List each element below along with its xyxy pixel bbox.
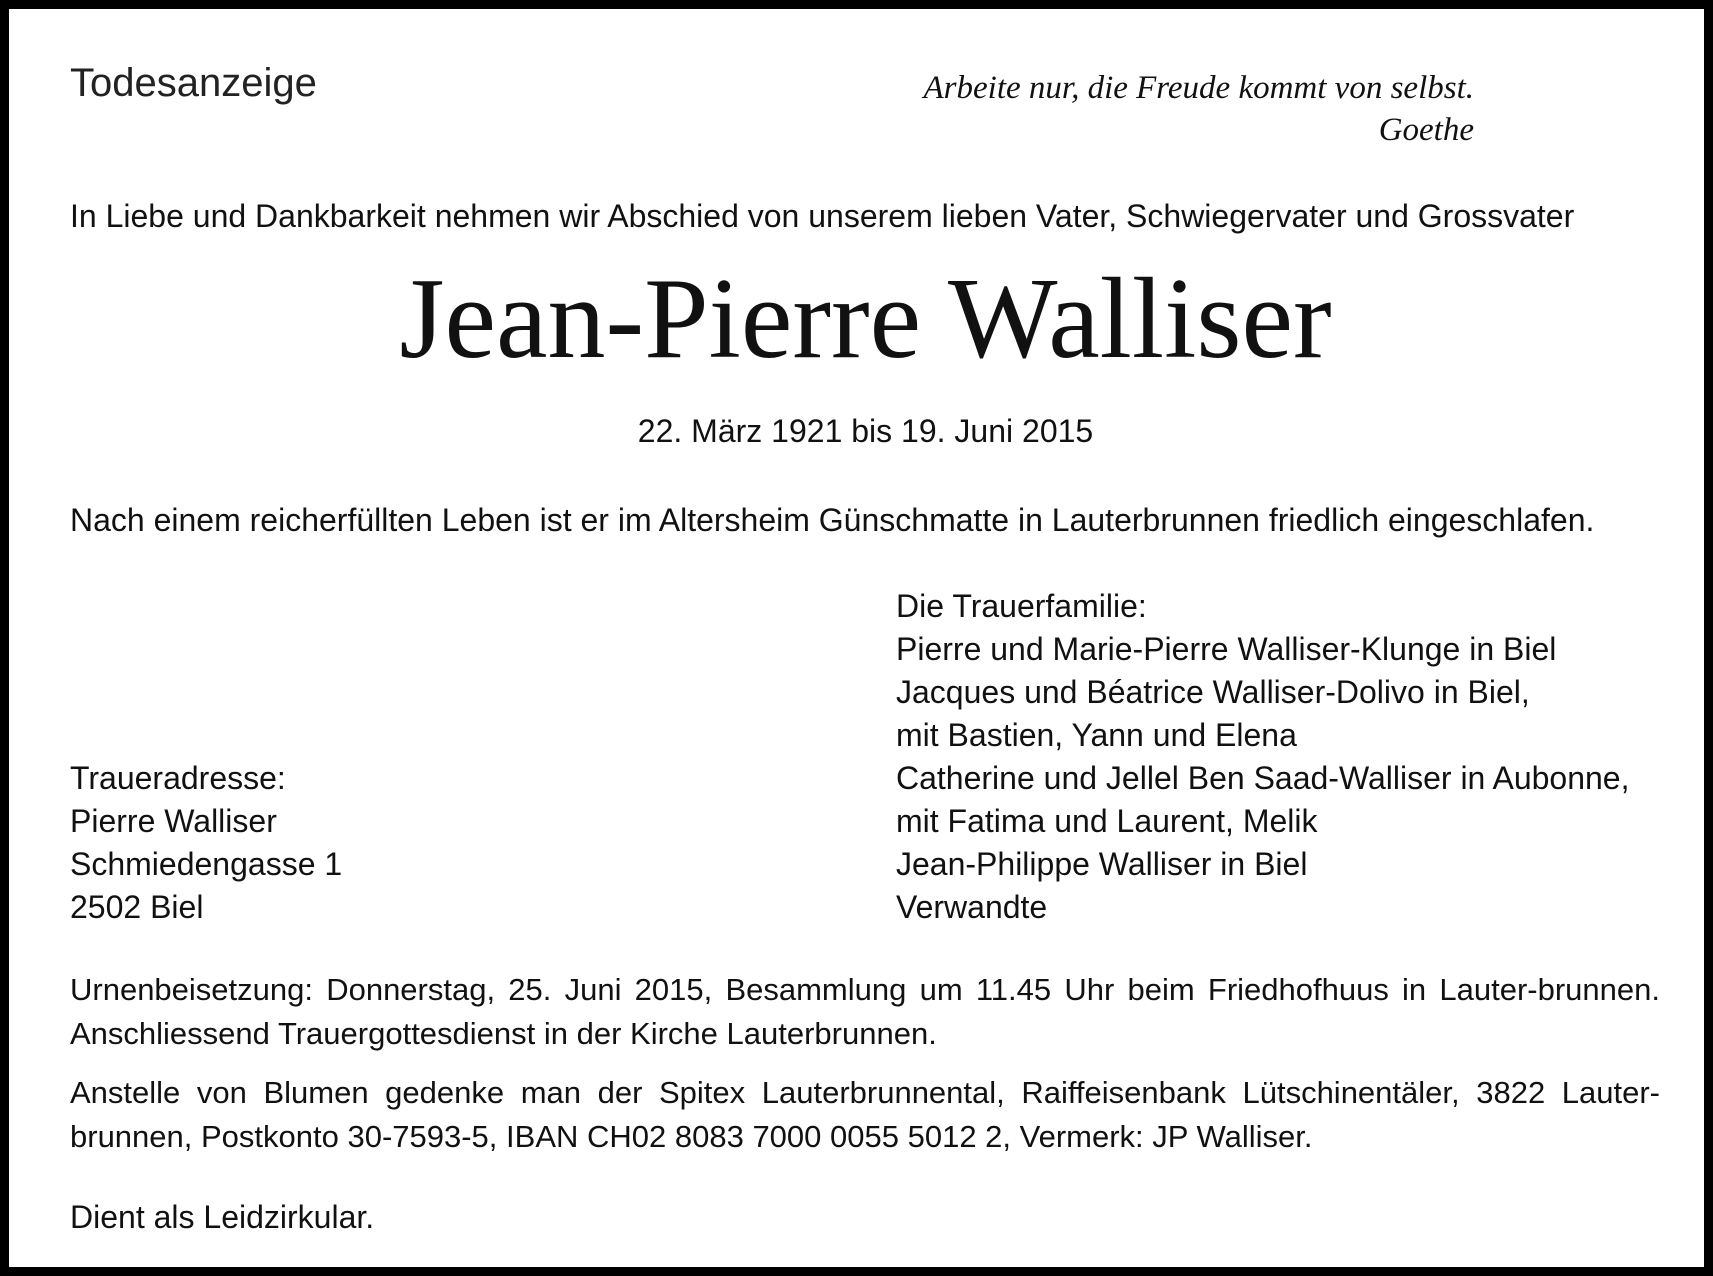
quote-text: Arbeite nur, die Freude kommt von selbst. <box>923 70 1474 106</box>
family-member: Jacques und Béatrice Walliser-Dolivo in Biel, <box>896 674 1530 710</box>
donation-details: Anstelle von Blumen gedenke man der Spitex Lauterbrunnental, Raiffeisenbank Lütschinentäler, 3822 Lauter-brunnen, Postkonto 30-7593-5, IBAN CH02 8083 7000 0055 5012 2, Vermerk: JP Walliser. <box>70 1075 1660 1154</box>
goethe-quote <box>889 67 1474 151</box>
address-line: Schmiedengasse 1 <box>70 846 343 882</box>
deceased-name: Jean-Pierre Walliser <box>399 255 1332 383</box>
intro-line: In Liebe und Dankbarkeit nehmen wir Abschied von unserem lieben Vater, Schwiegervater und Grossvater <box>70 198 1575 234</box>
family-member: Catherine und Jellel Ben Saad-Walliser in Aubonne, <box>896 760 1630 796</box>
circular-note: Dient als Leidzirkular. <box>70 1199 375 1235</box>
quote-author: Goethe <box>1378 112 1474 148</box>
notice-label: Todesanzeige <box>70 61 317 105</box>
passing-statement: Nach einem reicherfüllten Leben ist er im Altersheim Günschmatte in Lauterbrunnen friedlich eingeschlafen. <box>70 502 1595 538</box>
family-member: mit Bastien, Yann und Elena <box>896 717 1297 753</box>
family-member: Verwandte <box>896 889 1048 925</box>
mourning-family <box>896 585 1629 929</box>
family-member: Pierre und Marie-Pierre Walliser-Klunge in Biel <box>896 631 1557 667</box>
ceremony-details: Urnenbeisetzung: Donnerstag, 25. Juni 2015, Besammlung um 11.45 Uhr beim Friedhofhuus in Lauter-brunnen. Anschliessend Trauergottesdienst in der Kirche Lauterbrunnen. <box>70 972 1660 1051</box>
address-heading: Traueradresse: <box>70 760 286 796</box>
family-heading: Die Trauerfamilie: <box>896 588 1147 624</box>
mourning-address <box>70 757 342 929</box>
family-member: mit Fatima und Laurent, Melik <box>896 803 1318 839</box>
family-member: Jean-Philippe Walliser in Biel <box>896 846 1308 882</box>
life-dates: 22. März 1921 bis 19. Juni 2015 <box>637 413 1094 449</box>
address-line: 2502 Biel <box>70 889 204 925</box>
address-line: Pierre Walliser <box>70 803 277 839</box>
